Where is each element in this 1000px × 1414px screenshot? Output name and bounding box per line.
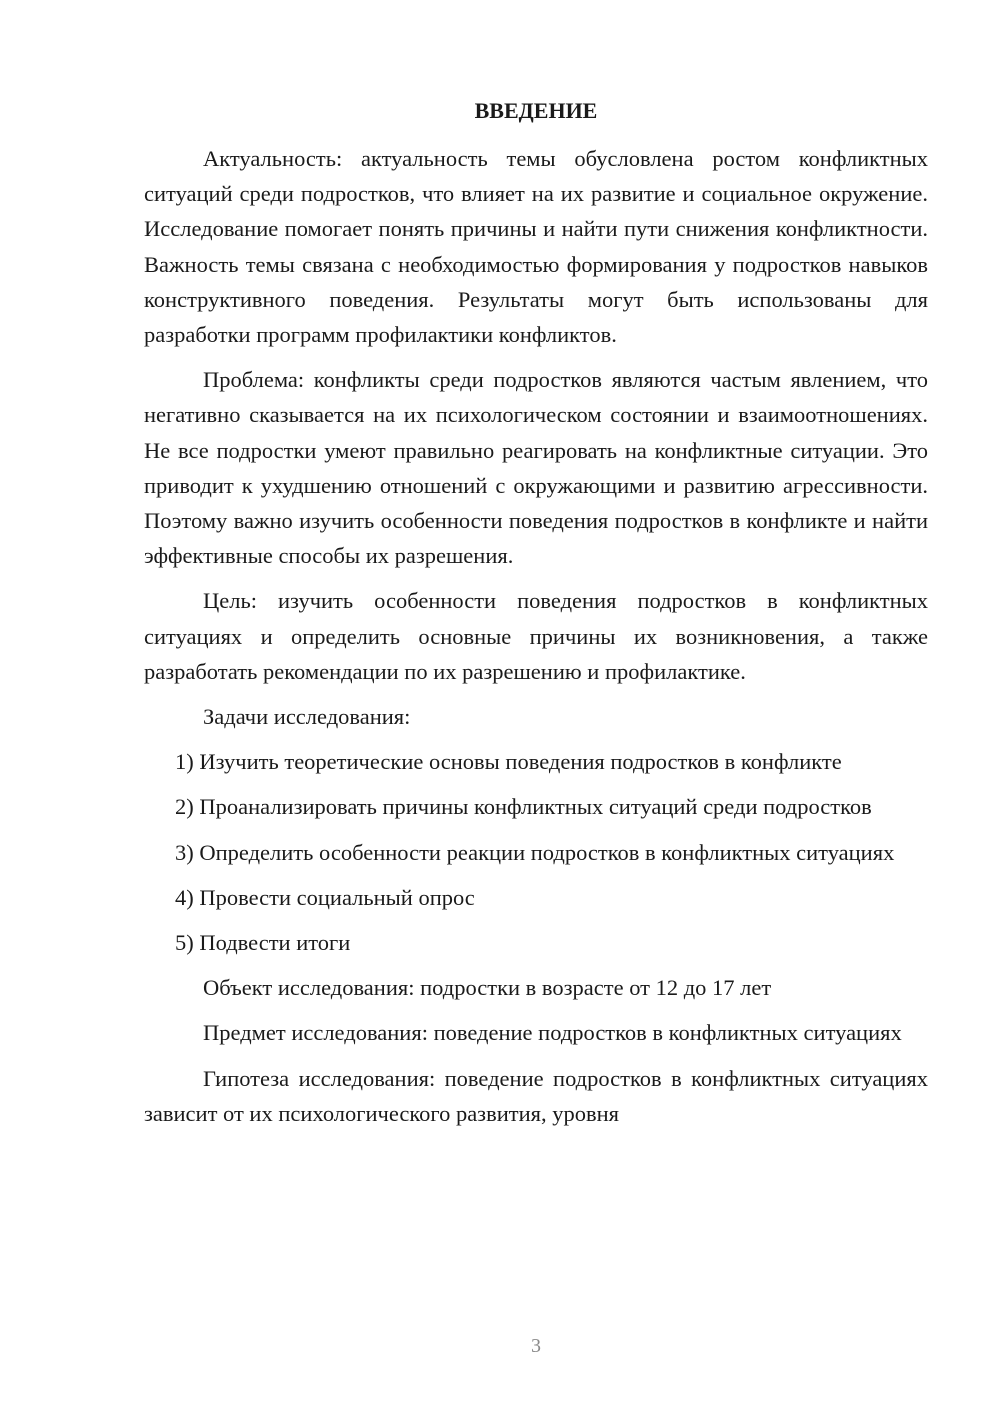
paragraph-subject: Предмет исследования: поведение подростков в конфликтных ситуациях: [203, 1020, 902, 1046]
task-item-3: 3) Определить особенности реакции подростков в конфликтных ситуациях: [175, 839, 895, 865]
task-item-2: 2) Проанализировать причины конфликтных ситуаций среди подростков: [175, 794, 872, 820]
task-item-5: 5) Подвести итоги: [175, 930, 351, 956]
paragraph-problem: Проблема: конфликты среди подростков являются частым явлением, что негативно сказывается на их психологическом состоянии и взаимоотношениях. Не все подростки умеют правильно реагировать на конфликтные ситуации. Это приводит к ухудшению отношений с окружающими и развитию агрессивности. Поэтому важно изучить особенности поведения подростков в конфликте и найти эффективные способы их разрешения.: [144, 367, 928, 569]
paragraph-object: Объект исследования: подростки в возрасте от 12 до 17 лет: [203, 975, 772, 1001]
paragraph-tasks-heading: Задачи исследования:: [203, 704, 411, 730]
page-number: 3: [531, 1335, 541, 1357]
task-item-1: 1) Изучить теоретические основы поведения подростков в конфликте: [175, 749, 842, 775]
paragraph-goal: Цель: изучить особенности поведения подростков в конфликтных ситуациях и определить основные причины их возникновения, а также разработать рекомендации по их разрешению и профилактике.: [144, 588, 928, 684]
document-body: [144, 141, 928, 1131]
paragraph-relevance: Актуальность: актуальность темы обусловлена ростом конфликтных ситуаций среди подростков, что влияет на их развитие и социальное окружение. Исследование помогает понять причины и найти пути снижения конфликтности. Важность темы связана с необходимостью формирования у подростков навыков конструктивного поведения. Результаты могут быть использованы для разработки программ профилактики конфликтов.: [144, 146, 928, 348]
paragraph-hypothesis: Гипотеза исследования: поведение подростков в конфликтных ситуациях зависит от их психологического развития, уровня: [144, 1065, 928, 1126]
page-title: ВВЕДЕНИЕ: [474, 98, 598, 123]
task-item-4: 4) Провести социальный опрос: [175, 884, 475, 910]
